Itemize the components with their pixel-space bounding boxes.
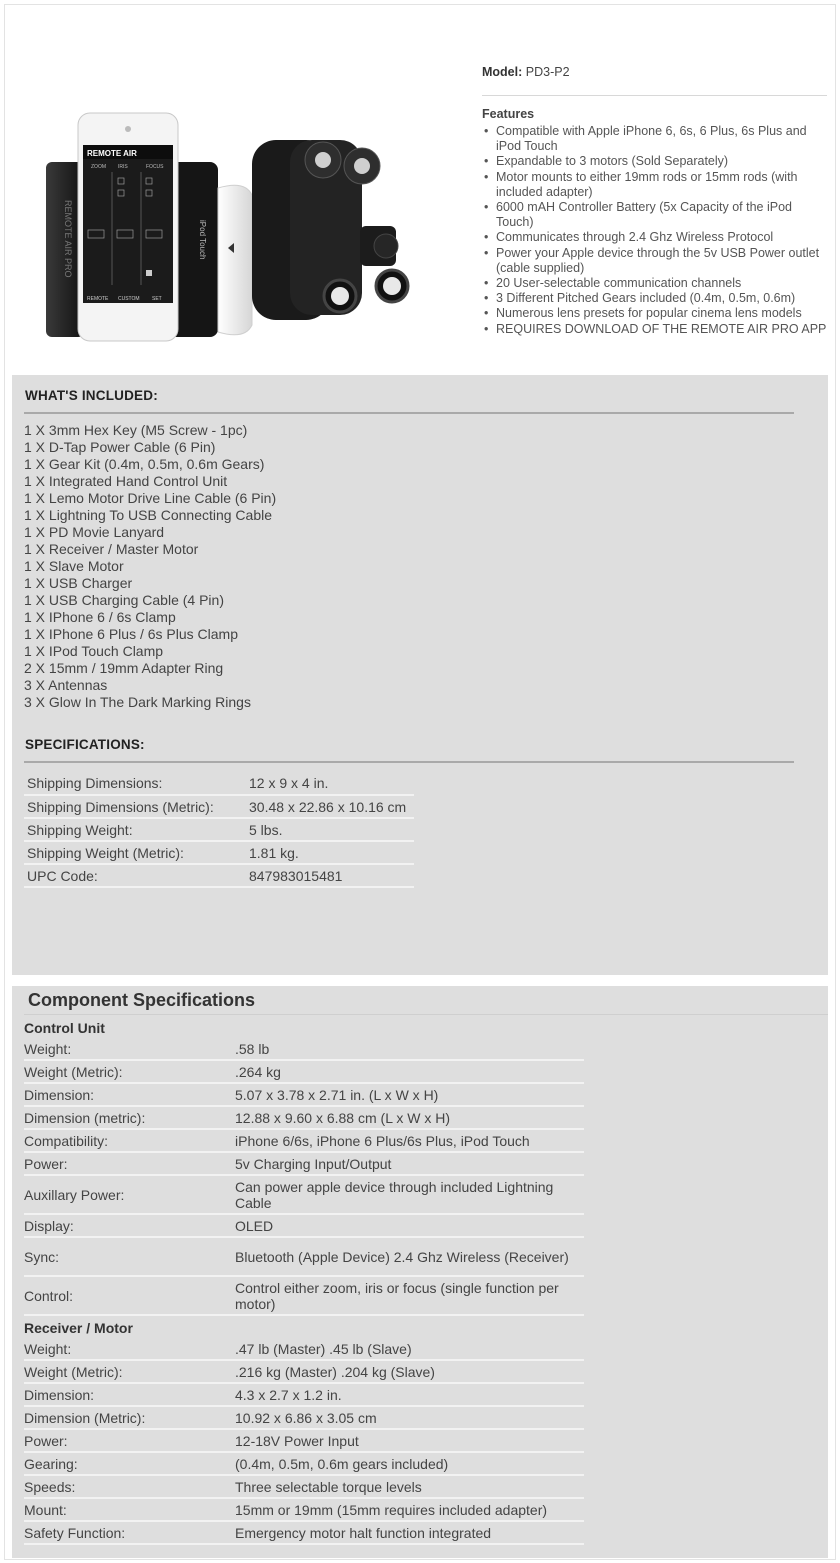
component-spec-value: Bluetooth (Apple Device) 2.4 Ghz Wireless (Receiver) [235, 1248, 569, 1265]
component-group-title: Receiver / Motor [24, 1320, 133, 1336]
component-spec-label: Power: [24, 1155, 68, 1172]
model-line [482, 65, 827, 96]
specifications-title: SPECIFICATIONS: [25, 737, 145, 752]
specifications-table [24, 772, 414, 888]
included-item: 1 X IPhone 6 Plus / 6s Plus Clamp [24, 626, 238, 642]
component-specs-table [24, 1019, 584, 1545]
spec-label: UPC Code: [24, 864, 246, 887]
screen-bottom-custom: CUSTOM [118, 296, 140, 302]
component-spec-value: 15mm or 19mm (15mm requires included adapter) [235, 1501, 548, 1518]
component-spec-row [24, 1522, 584, 1545]
focus-ring-shape [218, 185, 252, 335]
component-specs-divider [24, 1014, 828, 1015]
component-spec-label: Weight: [24, 1040, 72, 1057]
feature-item: • REQUIRES DOWNLOAD OF THE REMOTE AIR PRO APP [482, 322, 827, 337]
component-spec-label: Gearing: [24, 1455, 78, 1472]
spec-value: 847983015481 [246, 864, 414, 887]
included-item: 1 X Receiver / Master Motor [24, 541, 199, 557]
spec-label: Shipping Dimensions: [24, 772, 246, 795]
component-specs-panel [12, 986, 828, 1558]
component-spec-row [24, 1499, 584, 1522]
screen-bottom-remote: REMOTE [87, 296, 109, 302]
screen-tab-iris: IRIS [118, 164, 128, 170]
component-spec-row [24, 1476, 584, 1499]
component-spec-value: 10.92 x 6.86 x 3.05 cm [235, 1409, 377, 1426]
included-item: 1 X Lightning To USB Connecting Cable [24, 507, 273, 523]
model-label: Model: [482, 65, 523, 79]
component-spec-row [24, 1084, 584, 1107]
component-spec-row [24, 1430, 584, 1453]
feature-item: • Compatible with Apple iPhone 6, 6s, 6 Plus, 6s Plus and iPod Touch [482, 124, 827, 154]
component-spec-value: iPhone 6/6s, iPhone 6 Plus/6s Plus, iPod Touch [235, 1132, 530, 1149]
component-spec-value: 5v Charging Input/Output [235, 1155, 392, 1172]
spec-label: Shipping Weight: [24, 818, 246, 841]
product-image [40, 100, 460, 350]
feature-item: • 3 Different Pitched Gears included (0.4m, 0.5m, 0.6m) [482, 291, 827, 306]
component-spec-label: Mount: [24, 1501, 67, 1518]
spec-value: 5 lbs. [246, 818, 414, 841]
screen-tab-focus: FOCUS [146, 164, 164, 170]
feature-item: • Power your Apple device through the 5v USB Power outlet (cable supplied) [482, 246, 827, 276]
component-spec-label: Sync: [24, 1248, 60, 1265]
included-item: 1 X IPhone 6 / 6s Clamp [24, 609, 176, 625]
features-list [482, 124, 827, 337]
component-spec-label: Weight: [24, 1340, 72, 1357]
component-spec-value: 12-18V Power Input [235, 1432, 359, 1449]
spec-row [24, 795, 414, 818]
component-spec-row [24, 1215, 584, 1238]
component-spec-row [24, 1238, 584, 1277]
component-spec-row [24, 1176, 584, 1215]
feature-item: • Expandable to 3 motors (Sold Separately) [482, 154, 827, 169]
screen-title: REMOTE AIR [87, 149, 137, 158]
product-info [482, 65, 827, 337]
feature-item: • Communicates through 2.4 Ghz Wireless Protocol [482, 230, 827, 245]
included-item: 1 X D-Tap Power Cable (6 Pin) [24, 439, 216, 455]
component-spec-row [24, 1277, 584, 1316]
specifications-divider [24, 761, 794, 763]
model-value: PD3-P2 [525, 65, 570, 79]
device-label: iPod Touch [198, 220, 207, 260]
component-spec-label: Display: [24, 1217, 74, 1234]
feature-item: • Numerous lens presets for popular cinema lens models [482, 306, 827, 321]
component-group-title: Control Unit [24, 1020, 105, 1036]
component-spec-row [24, 1453, 584, 1476]
component-spec-value: 4.3 x 2.7 x 1.2 in. [235, 1386, 342, 1403]
grip-label: REMOTE AIR PRO [63, 200, 73, 278]
features-title: Features [482, 107, 535, 121]
component-spec-label: Weight (Metric): [24, 1363, 123, 1380]
component-spec-value: OLED [235, 1217, 274, 1234]
spec-row [24, 864, 414, 887]
spec-label: Shipping Weight (Metric): [24, 841, 246, 864]
included-item: 1 X PD Movie Lanyard [24, 524, 165, 540]
component-spec-row [24, 1361, 584, 1384]
component-spec-row [24, 1384, 584, 1407]
component-spec-value: (0.4m, 0.5m, 0.6m gears included) [235, 1455, 449, 1472]
component-spec-row [24, 1130, 584, 1153]
spec-row [24, 841, 414, 864]
component-spec-value: Can power apple device through included Lightning Cable [235, 1178, 554, 1211]
spec-value: 30.48 x 22.86 x 10.16 cm [246, 795, 414, 818]
component-spec-value: Three selectable torque levels [235, 1478, 422, 1495]
included-list [24, 422, 276, 711]
component-spec-label: Power: [24, 1432, 68, 1449]
spec-row [24, 772, 414, 795]
component-spec-row [24, 1061, 584, 1084]
component-spec-value: .58 lb [235, 1040, 270, 1057]
included-title: WHAT'S INCLUDED: [25, 388, 158, 403]
component-spec-row [24, 1038, 584, 1061]
component-spec-label: Weight (Metric): [24, 1063, 123, 1080]
component-specs-title: Component Specifications [28, 990, 256, 1010]
feature-item: • 6000 mAH Controller Battery (5x Capacity of the iPod Touch) [482, 200, 827, 230]
component-spec-value: 5.07 x 3.78 x 2.71 in. (L x W x H) [235, 1086, 439, 1103]
component-spec-row [24, 1338, 584, 1361]
spec-value: 12 x 9 x 4 in. [246, 772, 414, 795]
included-item: 1 X Integrated Hand Control Unit [24, 473, 228, 489]
component-spec-label: Compatibility: [24, 1132, 109, 1149]
spec-label: Shipping Dimensions (Metric): [24, 795, 246, 818]
screen-tab-zoom: ZOOM [91, 164, 106, 170]
component-spec-label: Dimension: [24, 1386, 95, 1403]
component-spec-value: .216 kg (Master) .204 kg (Slave) [235, 1363, 435, 1380]
included-divider [24, 412, 794, 414]
included-item: 2 X 15mm / 19mm Adapter Ring [24, 660, 224, 676]
component-spec-row [24, 1107, 584, 1130]
component-spec-row [24, 1153, 584, 1176]
included-item: 1 X IPod Touch Clamp [24, 643, 164, 659]
included-item: 3 X Glow In The Dark Marking Rings [24, 694, 251, 710]
component-spec-value: Control either zoom, iris or focus (single function per motor) [235, 1279, 559, 1312]
screen-bottom-set: SET [152, 296, 162, 302]
feature-item: • Motor mounts to either 19mm rods or 15mm rods (with included adapter) [482, 170, 827, 200]
component-spec-row [24, 1407, 584, 1430]
included-item: 1 X Lemo Motor Drive Line Cable (6 Pin) [24, 490, 277, 506]
component-spec-label: Dimension (Metric): [24, 1409, 146, 1426]
feature-item: • 20 User-selectable communication channels [482, 276, 827, 291]
included-item: 1 X USB Charger [24, 575, 133, 591]
spec-row [24, 818, 414, 841]
included-item: 1 X USB Charging Cable (4 Pin) [24, 592, 224, 608]
included-item: 3 X Antennas [24, 677, 108, 693]
component-spec-label: Control: [24, 1287, 74, 1304]
included-panel [12, 375, 828, 975]
component-spec-value: .47 lb (Master) .45 lb (Slave) [235, 1340, 412, 1357]
component-spec-label: Auxillary Power: [24, 1186, 125, 1203]
component-spec-value: .264 kg [235, 1063, 281, 1080]
product-illustration [40, 100, 460, 350]
component-spec-value: 12.88 x 9.60 x 6.88 cm (L x W x H) [235, 1109, 451, 1126]
component-spec-label: Speeds: [24, 1478, 76, 1495]
included-item: 1 X 3mm Hex Key (M5 Screw - 1pc) [24, 422, 248, 438]
component-spec-label: Dimension (metric): [24, 1109, 146, 1126]
included-item: 1 X Slave Motor [24, 558, 124, 574]
spec-value: 1.81 kg. [246, 841, 414, 864]
component-spec-value: Emergency motor halt function integrated [235, 1524, 492, 1541]
included-item: 1 X Gear Kit (0.4m, 0.5m, 0.6m Gears) [24, 456, 265, 472]
component-spec-label: Safety Function: [24, 1524, 126, 1541]
component-spec-label: Dimension: [24, 1086, 95, 1103]
